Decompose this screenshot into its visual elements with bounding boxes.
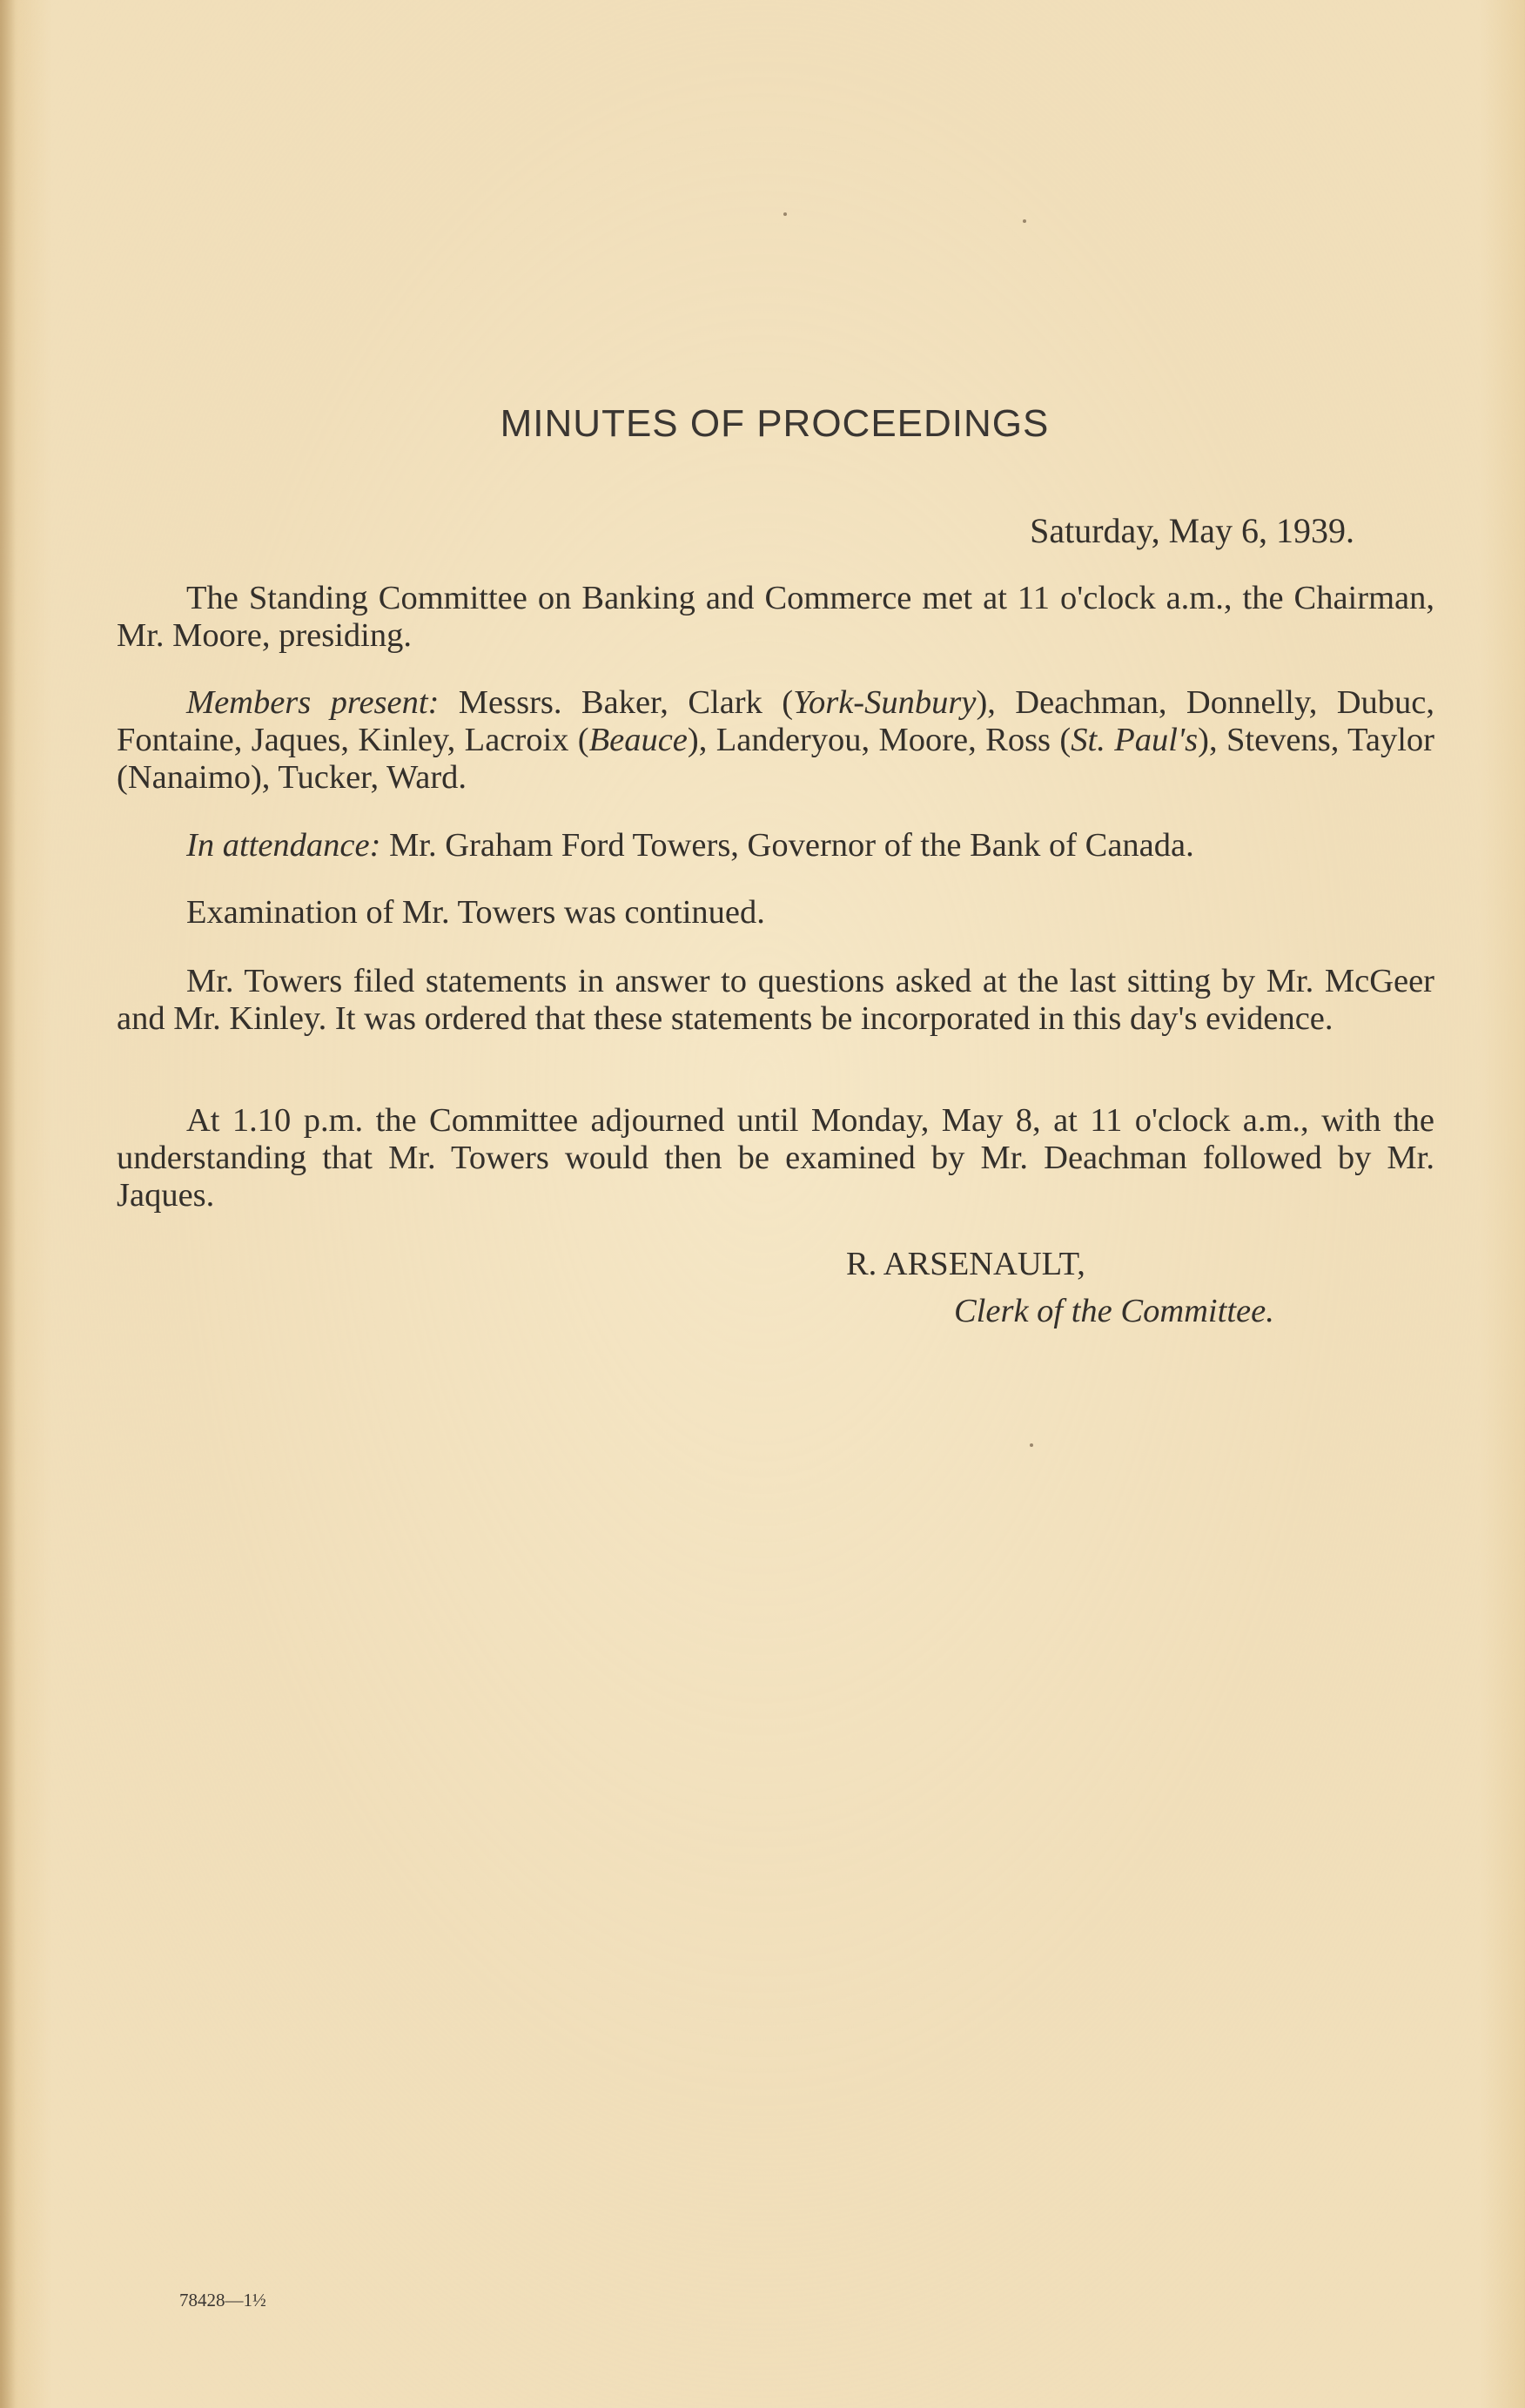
members-list-part: ), Landeryou, Moore, Ross (: [687, 722, 1072, 758]
riding-name: St. Paul's: [1071, 722, 1199, 758]
riding-name: York-Sunbury: [793, 684, 977, 721]
attendance-paragraph: [117, 827, 1434, 864]
signature-name: R. ARSENAULT,: [846, 1246, 1085, 1282]
print-code: 78428—1½: [179, 2290, 266, 2310]
adjournment-paragraph: At 1.10 p.m. the Committee adjourned until Monday, May 8, at 11 o'clock a.m., with the understanding that Mr. Towers would then be examined by Mr. Deachman followed by Mr. Jaques.: [117, 1102, 1434, 1214]
members-list-part: ), Stevens, Taylor (Nanaimo), Tucker, Ward.: [117, 722, 1434, 796]
opening-paragraph: The Standing Committee on Banking and Commerce met at 11 o'clock a.m., the Chairman, Mr. Moore, presiding.: [117, 580, 1434, 654]
paper-speck: [1023, 219, 1026, 223]
signature-title: Clerk of the Committee.: [954, 1293, 1274, 1329]
page-binding-edge: [0, 0, 16, 2408]
document-heading: MINUTES OF PROCEEDINGS: [500, 402, 1050, 445]
paper-speck: [783, 212, 787, 216]
examination-paragraph: Examination of Mr. Towers was continued.: [186, 894, 765, 931]
members-present-paragraph: [117, 684, 1434, 797]
members-present-label: Members present:: [186, 684, 440, 721]
members-list-part: ), Deachman, Donnelly, Dubuc, Fontaine, Jaques, Kinley, Lacroix (: [117, 684, 1434, 758]
attendance-label: In attendance:: [186, 827, 381, 864]
riding-name: Beauce: [588, 722, 688, 758]
members-list-part: Messrs. Baker, Clark (: [439, 684, 794, 721]
paper-speck: [1030, 1443, 1033, 1447]
attendance-text: Mr. Graham Ford Towers, Governor of the Bank of Canada.: [380, 827, 1194, 864]
meeting-date: Saturday, May 6, 1939.: [1030, 511, 1354, 550]
statements-paragraph: Mr. Towers filed statements in answer to questions asked at the last sitting by Mr. McGeer and Mr. Kinley. It was ordered that these statements be incorporated in this day's evidence.: [117, 963, 1434, 1037]
